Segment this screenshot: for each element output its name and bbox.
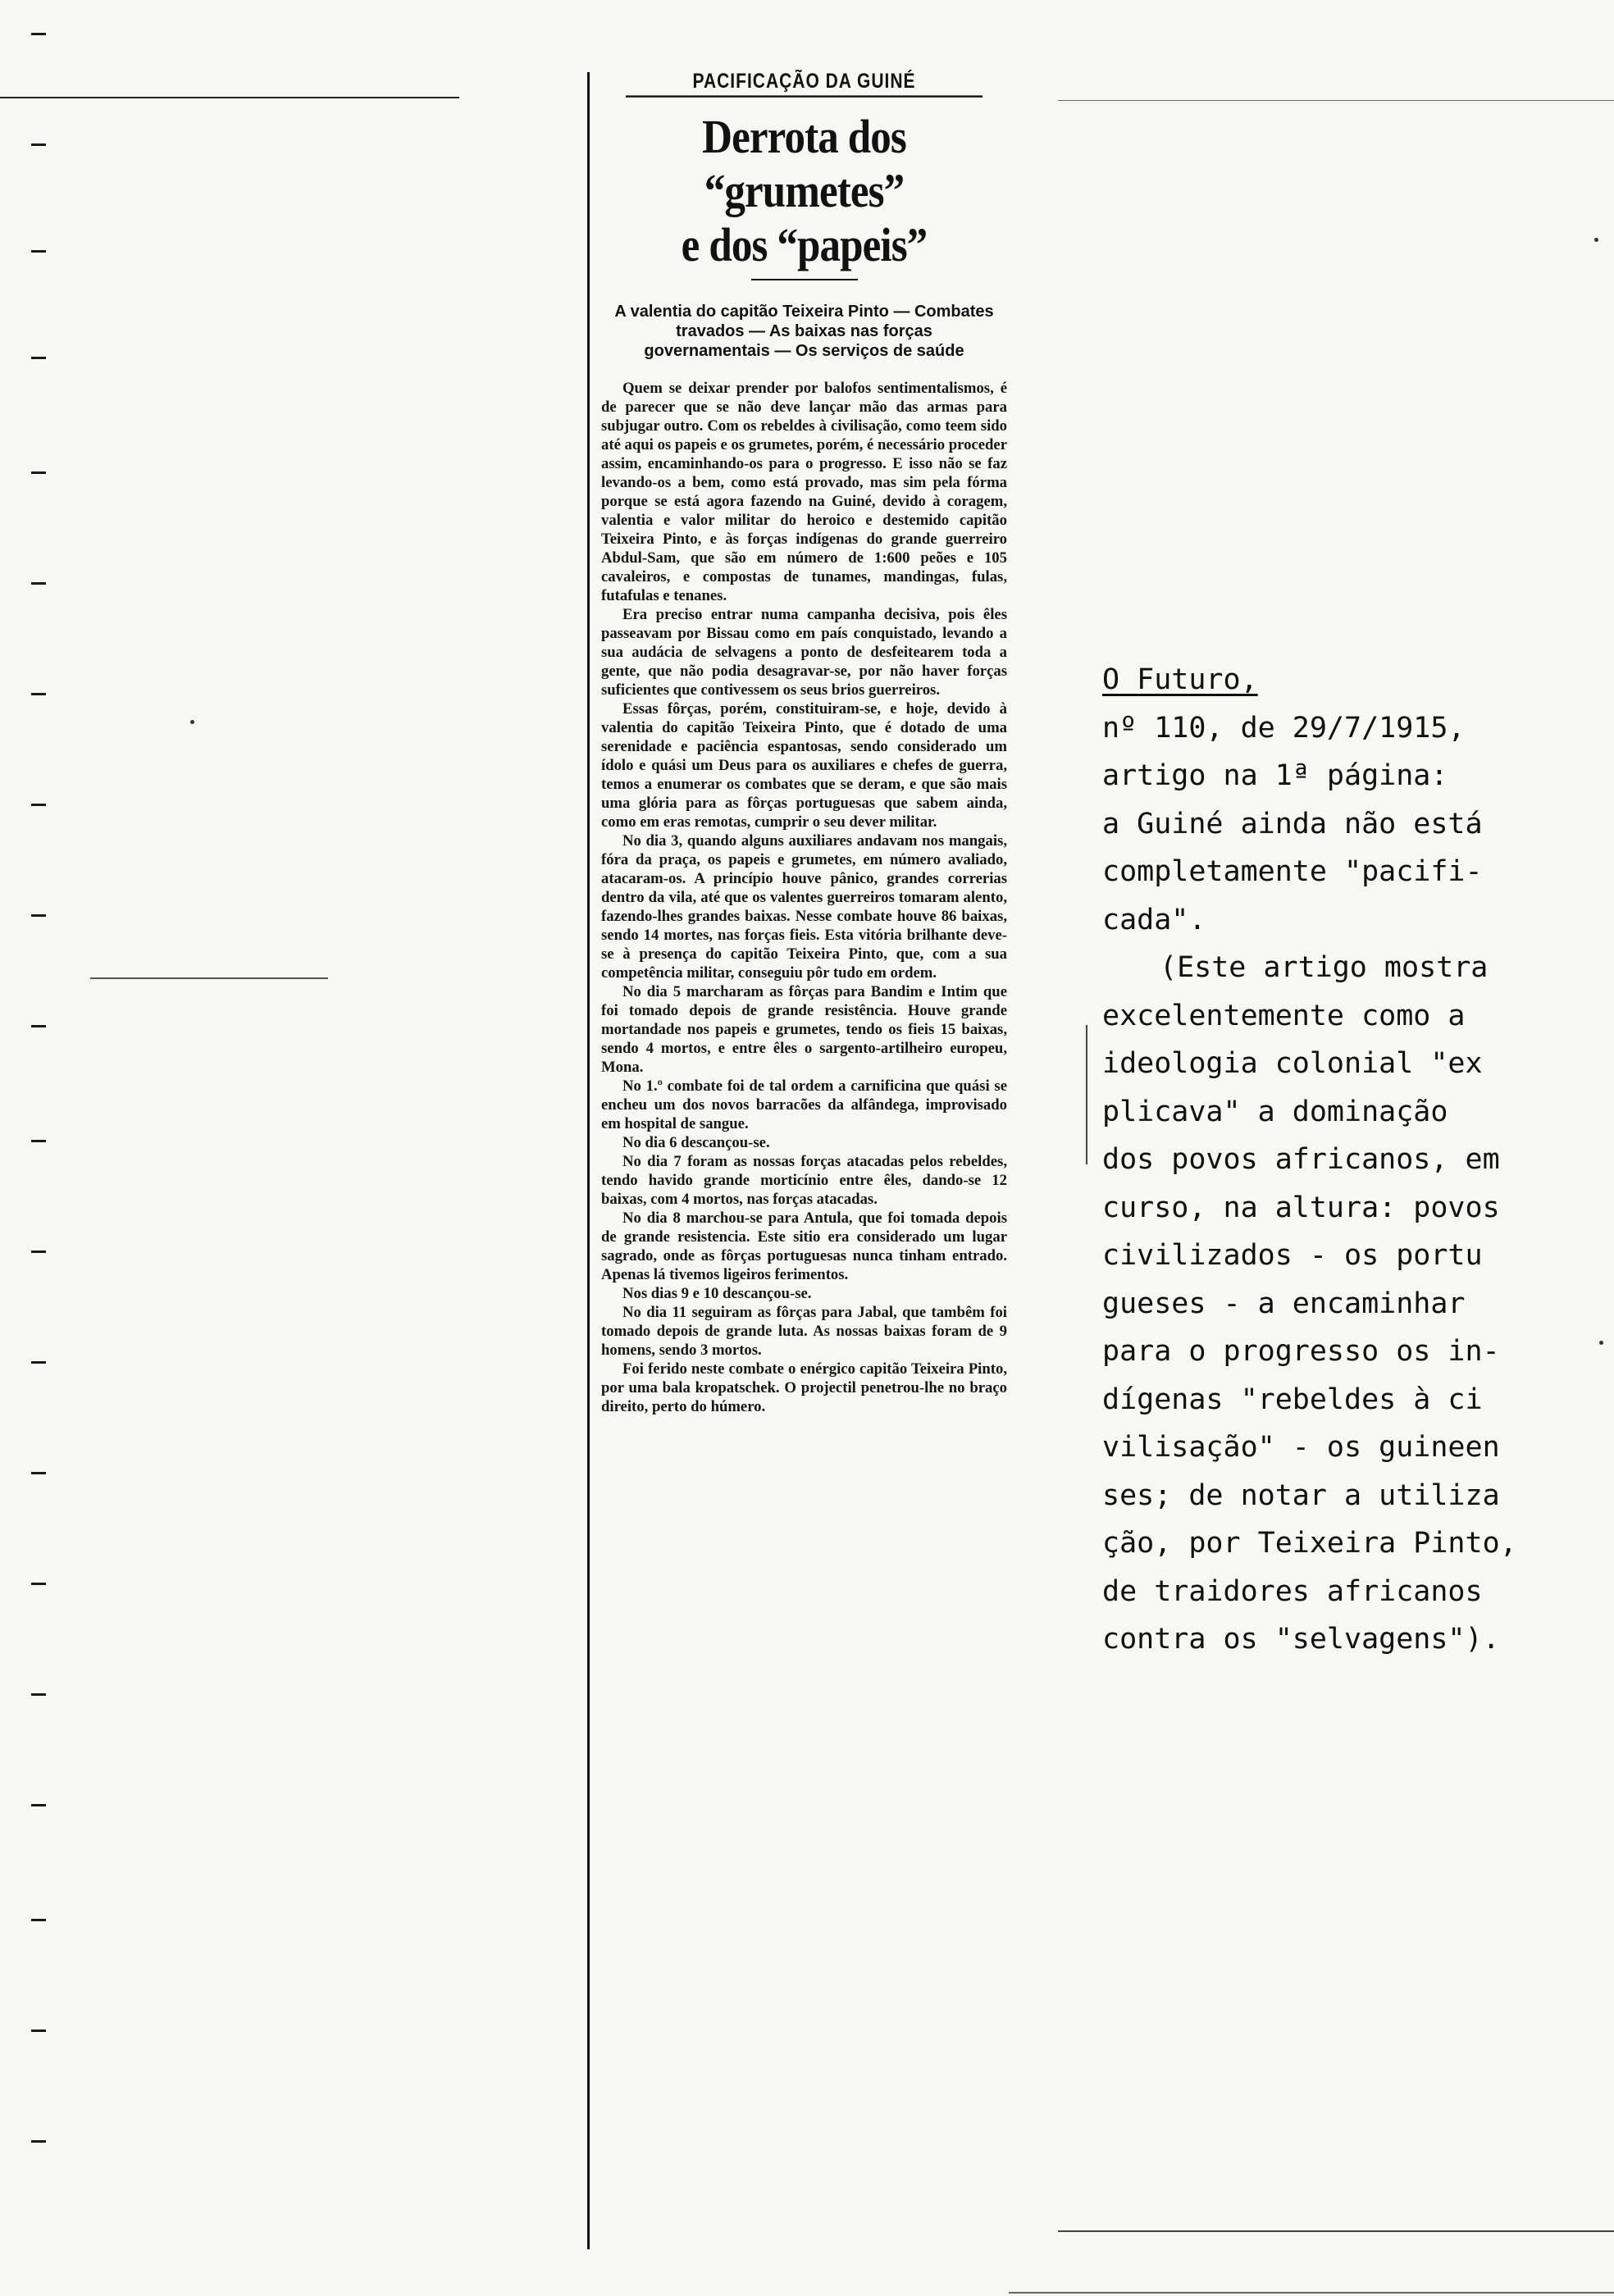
headline [626, 110, 983, 272]
annotation-line: a Guiné ainda não está [1102, 807, 1483, 840]
scan-line-mid-left [90, 977, 328, 979]
article-paragraph: Essas fôrças, porém, constituiram-se, e hoje, devido à valentia do capitão Teixeira Pinto, que é dotado de uma serenidade e paciência espantosas, sendo considerado um ídolo e quási um Deus para os auxiliares e chefes de guerra, temos a enumerar os combates que se deram, e que são mais uma glória para as fôrças portuguesas que sabem ainda, como em eras remotas, cumprir o seu dever militar. [601, 700, 1007, 831]
article-paragraph: Nos dias 9 e 10 descançou-se. [622, 1285, 812, 1302]
scan-line-bottom [1009, 2292, 1614, 2294]
article-paragraph: No dia 7 foram as nossas forças atacadas pelos rebeldes, tendo havido grande morticínio entre êles, dando-se 12 baixas, com 4 mortos, nas forças atacadas. [601, 1153, 1007, 1208]
annotation-line: completamente "pacifi- [1102, 855, 1483, 888]
article-paragraph: No dia 8 marchou-se para Antula, que foi tomada depois de grande resistencia. Este sitio era considerado um lugar sagrado, onde as fôrças portuguesas nunca tinham entrado. Apenas lá tivemos ligeiros ferimentos. [601, 1210, 1007, 1283]
scan-line-top-left [0, 97, 459, 98]
article-body [601, 379, 1007, 1416]
commentary-line: civilizados - os portu [1102, 1239, 1483, 1272]
headline-line-1: Derrota dos “grumetes” [702, 110, 906, 217]
section-head: PACIFICAÇÃO DA GUINÉ [626, 70, 983, 98]
commentary-line: vilisação" - os guineen [1102, 1431, 1500, 1464]
commentary-line: de traidores africanos [1102, 1574, 1483, 1608]
article-paragraph: No dia 3, quando alguns auxiliares andavam nos mangais, fóra da praça, os papeis e grumetes, em número avaliado, atacaram-os. A princípio houve pânico, grandes correrias dentro da vila, até que os valentes guerreiros tomaram alento, fazendo-lhes grandes baixas. Nesse combate houve 86 baixas, sendo 14 mortes, nas forças fieis. Esta vitória brilhante deve-se à presença do capitão Teixeira Pinto, que, com a sua competência militar, conseguiu pôr tudo em ordem. [601, 832, 1007, 982]
newspaper-clipping [587, 72, 1007, 2249]
article-paragraph: Foi ferido neste combate o enérgico capitão Teixeira Pinto, por uma bala kropatschek. O projectil penetrou-lhe no braço direito, perto do húmero. [601, 1360, 1007, 1415]
commentary-line: contra os "selvagens"). [1102, 1623, 1500, 1656]
commentary-line: ses; de notar a utiliza [1102, 1478, 1500, 1512]
speck [1594, 238, 1598, 242]
commentary-line: ção, por Teixeira Pinto, [1102, 1527, 1517, 1560]
commentary-first-line: (Este artigo mostra [1160, 951, 1489, 984]
commentary-line: dos povos africanos, em [1102, 1143, 1500, 1176]
commentary-line: excelentemente como a [1102, 999, 1466, 1032]
source-title: O Futuro, [1102, 663, 1258, 696]
source-issue: nº 110, de 29/7/1915, [1102, 711, 1466, 745]
scan-line-bottom-right [1058, 2230, 1614, 2232]
scan-line-top-right [1058, 100, 1614, 101]
divider [751, 279, 858, 280]
article-paragraph: No dia 5 marcharam as fôrças para Bandim e Intim que foi tomado depois de grande resistência. Houve grande mortandade nos papeis e grumetes, tendo os fieis 15 baixas, sendo 4 mortos, e entre êles o sargento-artilheiro europeu, Mona. [601, 983, 1007, 1076]
commentary-line: gueses - a encaminhar [1102, 1287, 1466, 1320]
article-paragraph: No dia 11 seguiram as fôrças para Jabal, que tambêm foi tomado depois de grande luta. As nossas baixas foram de 9 homens, sendo 3 mortos. [601, 1304, 1007, 1359]
article-paragraph: Era preciso entrar numa campanha decisiva, pois êles passeavam por Bissau como em país conquistado, levando a sua audácia de selvagens a ponto de desfeitearem toda a gente, que não podia desagravar-se, por não haver forças suficientes que contivessem os seus brios guerreiros. [601, 606, 1007, 699]
commentary-line: ideologia colonial "ex [1102, 1047, 1483, 1080]
article-paragraph: Quem se deixar prender por balofos sentimentalismos, é de parecer que se não deve lançar mão das armas para subjugar outro. Com os rebeldes à civilisação, como teem sido até aqui os papeis e os grumetes, porém, é necessário proceder assim, encaminhando-os para o progresso. E isso não se faz levando-os a bem, como está provado, mas sim pela fórma porque se está agora fazendo na Guiné, devido à coragem, valentia e valor militar do heroico e destemido capitão Teixeira Pinto, e às forças indígenas do grande guerreiro Abdul-Sam, que são em número de 1:600 peões e 105 cavaleiros, e compostas de tunames, mandingas, fulas, futafulas e tenanes. [601, 380, 1007, 604]
article-paragraph: No dia 6 descançou-se. [622, 1134, 770, 1151]
subheadline: A valentia do capitão Teixeira Pinto — Combates travados — As baixas nas forças governamentais — Os serviços de saúde [614, 303, 994, 360]
speck [1599, 1341, 1603, 1345]
commentary-line: curso, na altura: povos [1102, 1191, 1500, 1224]
article-paragraph: No 1.º combate foi de tal ordem a carnificina que quási se encheu um dos novos barracões da alfândega, improvisado em hospital de sangue. [601, 1077, 1007, 1132]
commentary-line: para o progresso os in- [1102, 1335, 1500, 1368]
annotation-line: cada". [1102, 903, 1206, 936]
commentary-line: dígenas "rebeldes à ci [1102, 1383, 1483, 1416]
annotation-margin-bar [1086, 1025, 1087, 1164]
commentary-line: plicava" a dominação [1102, 1095, 1448, 1128]
speck [190, 720, 194, 724]
typed-annotation [1102, 656, 1562, 1664]
annotation-line: artigo na 1ª página: [1102, 759, 1448, 792]
headline-line-2: e dos “papeis” [681, 218, 928, 271]
